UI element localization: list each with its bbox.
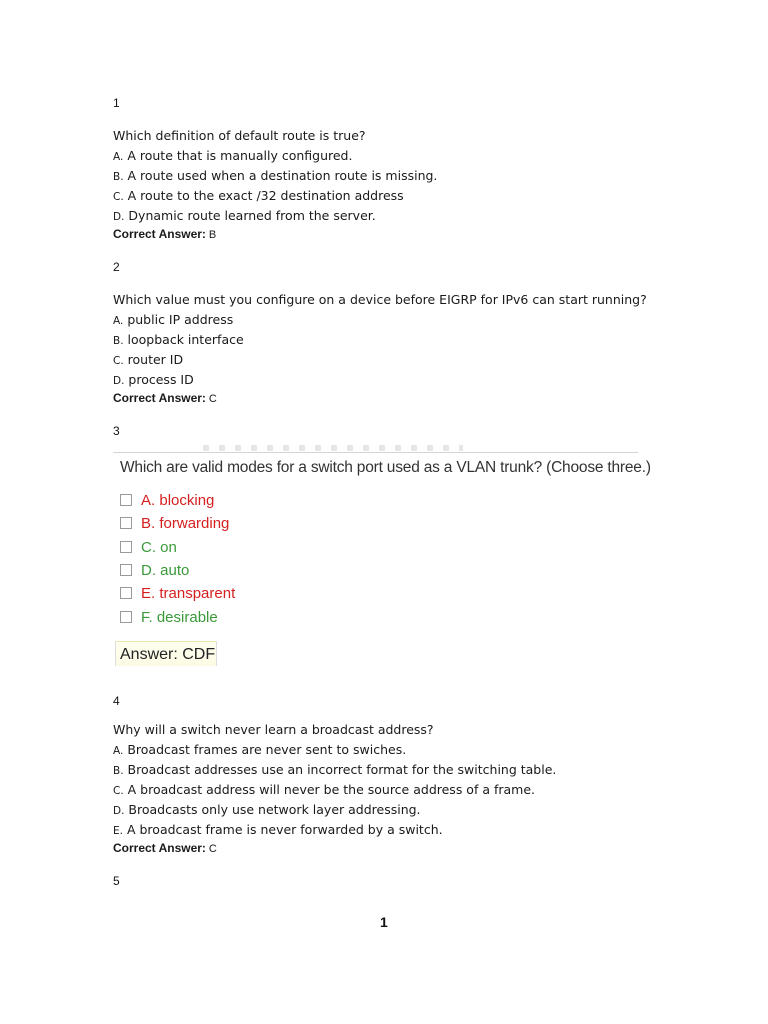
option-f: F. desirable [120,609,218,631]
divider [113,452,638,453]
option-d: D. auto [120,562,189,584]
option-b: B. forwarding [120,515,229,537]
option-b: B. loopback interface [113,332,244,347]
question-text: Which value must you configure on a device before EIGRP for IPv6 can start running? [113,292,647,307]
checkbox-icon [120,611,132,623]
answer-box: Answer: CDF [115,641,217,666]
checkbox-icon [120,564,132,576]
question-4 [113,720,556,857]
option-b: B. Broadcast addresses use an incorrect format for the switching table. [113,762,557,777]
option-d: D. process ID [113,372,194,387]
option-c: C. A broadcast address will never be the source address of a frame. [113,782,535,797]
checkbox-icon [120,517,132,529]
option-d: D. Dynamic route learned from the server. [113,208,376,223]
option-e: E. A broadcast frame is never forwarded by a switch. [113,822,443,837]
option-c: C. router ID [113,352,184,367]
correct-answer: Correct Answer: C [113,841,217,855]
correct-answer: Correct Answer: C [113,391,217,405]
question-text: Which are valid modes for a switch port used as a VLAN trunk? (Choose three.) [120,459,651,476]
option-c: C. on [120,539,177,561]
checkbox-icon [120,587,132,599]
correct-answer: Correct Answer: B [113,227,217,241]
option-a: A. Broadcast frames are never sent to swiches. [113,742,407,757]
question-3-screenshot [113,445,651,670]
option-d: D. Broadcasts only use network layer addressing. [113,802,421,817]
question-number: 3 [113,424,120,438]
question-text: Which definition of default route is true? [113,128,366,143]
question-2 [113,290,647,407]
checkbox-icon [120,494,132,506]
question-number: 5 [113,874,120,888]
question-1 [113,126,437,243]
page-number: 1 [380,914,388,930]
option-a: A. public IP address [113,312,234,327]
faded-text-artifact [203,445,463,451]
question-number: 1 [113,96,120,110]
option-a: A. blocking [120,492,214,514]
checkbox-icon [120,541,132,553]
option-e: E. transparent [120,585,235,607]
option-c: C. A route to the exact /32 destination address [113,188,404,203]
option-b: B. A route used when a destination route is missing. [113,168,438,183]
option-a: A. A route that is manually configured. [113,148,353,163]
question-text: Why will a switch never learn a broadcast address? [113,722,434,737]
question-number: 4 [113,694,120,708]
question-number: 2 [113,260,120,274]
